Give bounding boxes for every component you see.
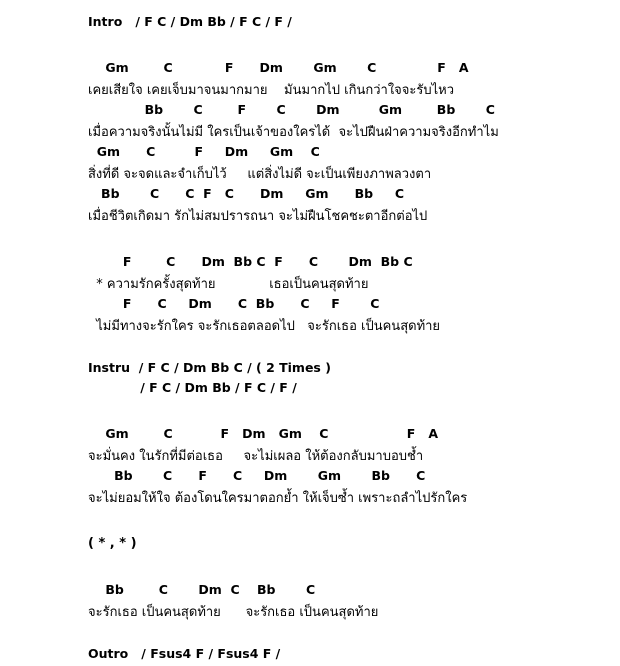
chord-line: Gm C F Dm Gm C F A [88, 60, 469, 75]
section-repeat-marker [0, 536, 620, 558]
lyric-line: ไม่มีทางจะรักใคร จะรักเธอตลอดไป จะรักเธอ เป็นคนสุดท้าย [88, 319, 441, 334]
spacer-after-verse-1 [0, 228, 620, 254]
spacer-after-repeat [0, 558, 620, 582]
intro-header: Intro / F C / Dm Bb / F C / F / [88, 14, 292, 29]
chord-line: Bb C F C Dm Gm Bb C [88, 468, 426, 483]
spacer-after-chorus [0, 338, 620, 360]
repeat-marker-text: ( * , * ) [88, 536, 137, 551]
lyric-line: จะไม่ยอมให้ใจ ต้องโดนใครมาตอกย้ำ ให้เจ็บซ้ำ เพราะถลำไปรักใคร [88, 491, 468, 506]
instru-header: Instru / F C / Dm Bb C / ( 2 Times ) [88, 360, 331, 375]
spacer-after-verse-2 [0, 510, 620, 536]
chord-line: Gm C F Dm Gm C [88, 144, 320, 159]
lyric-line: * ความรักครั้งสุดท้าย เธอเป็นคนสุดท้าย [88, 277, 369, 292]
lyric-line: เคยเสียใจ เคยเจ็บมาจนมากมาย มันมากไป เกินกว่าใจจะรับไหว [88, 83, 455, 98]
lyric-line: จะมั่นคง ในรักที่มีต่อเธอ จะไม่เผลอ ให้ต้องกลับมาบอบช้ำ [88, 449, 424, 464]
section-chorus [0, 254, 620, 338]
outro-header: Outro / Fsus4 F / Fsus4 F / [88, 646, 281, 661]
chord-line: F C Dm C Bb C F C [88, 296, 380, 311]
section-verse-2 [0, 426, 620, 510]
lyric-line: เมื่อชีวิตเกิดมา รักไม่สมปรารถนา จะไม่ฝืนโชคชะตาอีกต่อไป [88, 209, 428, 224]
chord-line: Bb C C F C Dm Gm Bb C [88, 186, 404, 201]
instru-header-second: / F C / Dm Bb / F C / F / [88, 380, 297, 395]
lyric-line: จะรักเธอ เป็นคนสุดท้าย จะรักเธอ เป็นคนสุดท้าย [88, 605, 379, 620]
section-intro [0, 14, 620, 34]
spacer-after-instru [0, 400, 620, 426]
chord-line: Bb C F C Dm Gm Bb C [88, 102, 495, 117]
chord-line: F C Dm Bb C F C Dm Bb C [88, 254, 413, 269]
chord-line: Gm C F Dm Gm C F A [88, 426, 439, 441]
section-instru [0, 360, 620, 400]
top-spacer [0, 0, 620, 14]
section-outro-verse [0, 582, 620, 624]
chord-line: Bb C Dm C Bb C [88, 582, 316, 597]
section-outro [0, 646, 620, 666]
section-verse-1 [0, 60, 620, 228]
spacer-after-outro-verse [0, 624, 620, 646]
spacer-after-intro [0, 34, 620, 60]
lyric-line: สิ่งที่ดี จะจดและจำเก็บไว้ แต่สิ่งไม่ดี จะเป็นเพียงภาพลวงตา [88, 167, 432, 182]
lyric-line: เมื่อความจริงนั้นไม่มี ใครเป็นเจ้าของใครได้ จะไปฝืนฝ่าความจริงอีกทำไม [88, 125, 499, 140]
